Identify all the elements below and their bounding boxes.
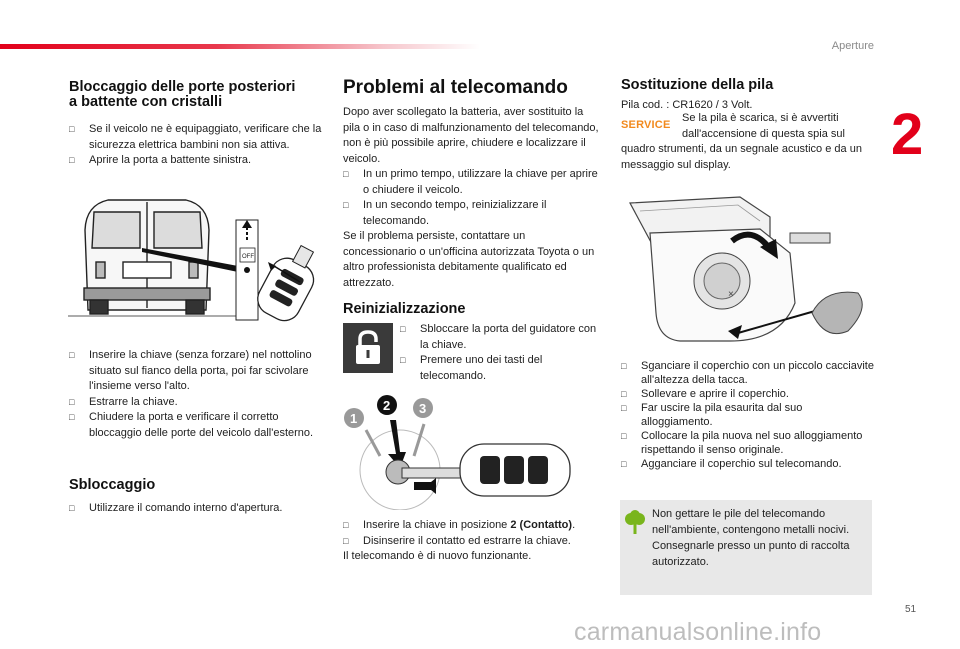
step-1-label: 1 [350,411,358,426]
reinit-steps-block [400,322,600,384]
off-label: OFF [242,254,254,260]
note-line2: Consegnarle presso un punto di raccolta autorizzato. [652,540,850,568]
list-item: □ Sollevare e aprire il coperchio. [621,387,875,401]
step-2-label: 2 [383,398,391,413]
page-number: 51 [905,604,917,615]
remote-problems-outro: Se il problema persiste, contattare un concessionario o un'officina autorizzata Toyota o un altro professionista debitamente qualificato ed attrezzato. [343,230,595,289]
unlocking-title: Sbloccaggio [69,477,156,493]
ignition-steps [343,518,599,549]
battery-section [621,78,875,113]
battery-steps [621,359,875,471]
list-item: □ Sganciare il coperchio con un piccolo cacciavite all'altezza della tacca. [621,359,875,387]
list-item: □ In un secondo tempo, reinizializzare il telecomando. [343,198,599,229]
tree-icon [624,510,646,536]
watermark: carmanualsonline.info [574,618,822,646]
insert-key-position: 2 (Contatto) [510,519,573,531]
rear-doors-steps-b [69,348,325,441]
battery-replacement-illustration [620,193,870,343]
rear-doors-title-line1: Bloccaggio delle porte posteriori [69,79,296,95]
list-item: □ In un primo tempo, utilizzare la chiave per aprire o chiudere il veicolo. [343,167,599,198]
remote-problems-steps [343,167,599,229]
list-item: □ Inserire la chiave (senza forzare) nel nottolino situato sul fianco della porta, poi far scivolare l'insieme verso l'alto. [69,348,325,395]
padlock-icon [343,323,393,373]
list-item: □ Chiudere la porta e verificare il corretto bloccaggio delle porte del veicolo dall'esterno. [69,410,325,441]
reinit-title: Reinizializzazione [343,301,466,317]
battery-steps-block [621,359,875,471]
remote-problems-section [343,77,599,291]
svg-text:×: × [728,289,734,300]
rear-doors-title [69,80,325,110]
list-item: □ Se il veicolo ne è equipaggiato, verificare che la sicurezza elettrica bambini non sia attiva. [69,122,325,153]
battery-warning-part2: quadro strumenti, da un segnale acustico e da un messaggio sul display. [621,143,862,171]
battery-title: Sostituzione della pila [621,77,774,93]
service-warning-icon: SERVICE [621,119,671,131]
list-item: □ Estrarre la chiave. [69,395,325,411]
list-item [343,518,599,534]
section-name: Aperture [831,40,874,52]
unlocking-steps [69,501,325,517]
note-line1: Non gettare le pile del telecomando nell'ambiente, contengono metalli nocivi. [652,508,850,536]
list-item: □ Agganciare il coperchio sul telecomando. [621,457,875,471]
ignition-key-illustration [340,378,600,510]
rear-doors-steps-b-block [69,348,325,441]
ignition-steps-block [343,518,599,565]
environment-note [620,500,872,595]
list-item: □ Sbloccare la porta del guidatore con la chiave. [400,322,600,353]
remote-problems-title: Problemi al telecomando [343,77,568,98]
remote-working-again: Il telecomando è di nuovo funzionante. [343,550,532,562]
rear-doors-steps-a [69,122,325,169]
list-item: □ Aprire la porta a battente sinistra. [69,153,325,169]
battery-code: Pila cod. : CR1620 / 3 Volt. [621,98,753,111]
unlocking-section [69,478,325,516]
list-item: □ Premere uno dei tasti del telecomando. [400,353,600,384]
list-item: □ Disinserire il contatto ed estrarre la chiave. [343,534,599,550]
chapter-number: 2 [891,102,924,167]
list-item: □ Utilizzare il comando interno d'apertura. [69,501,325,517]
header-accent-bar [0,44,480,49]
battery-warning-part1: Se la pila è scarica, si è avvertiti dall'accensione di questa spia sul [682,112,845,140]
insert-key-text: Inserire la chiave in posizione [363,519,511,531]
reinit-heading-block [343,302,599,318]
rear-doors-title-line2: a battente con cristalli [69,94,223,110]
remote-problems-intro: Dopo aver scollegato la batteria, aver sostituito la pila o in caso di malfunzionamento del telecomando, non è più possibile aprire, chiudere e localizzare il veicolo. [343,106,599,165]
reinit-steps [400,322,600,384]
step-3-label: 3 [419,401,427,416]
rear-doors-section [69,80,325,169]
list-item: □ Far uscire la pila esaurita dal suo alloggiamento. [621,401,875,429]
insert-key-suffix: . [572,519,576,531]
van-rear-key-illustration [68,190,330,325]
list-item: □ Collocare la pila nuova nel suo alloggiamento rispettando il senso originale. [621,429,875,457]
